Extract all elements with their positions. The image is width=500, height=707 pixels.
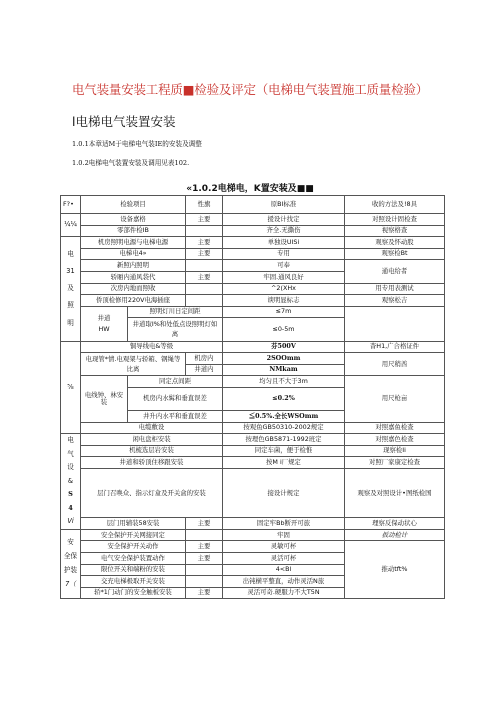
category-char: 4 [68, 503, 73, 512]
nature-cell: 主要 [186, 541, 223, 553]
item-cell: 机梳选层岩安装 [81, 445, 223, 457]
subgroup-label: 井道 HW [81, 306, 128, 341]
item-cell: 侨顶检修用220V电海插座 [81, 295, 186, 307]
standard-cell: 谀明显标志 [223, 295, 345, 307]
item-cell: 层门用辅装58安装 [81, 518, 186, 530]
standard-cell: NMkam [223, 364, 345, 376]
method-cell: 现察检Ii [345, 445, 445, 457]
category-cell [61, 529, 81, 599]
category-cell [61, 434, 81, 530]
method-cell: 视察格查 [345, 225, 445, 237]
method-cell [345, 306, 445, 341]
inspection-table [60, 195, 445, 599]
table-row [61, 237, 445, 249]
category-char: 气 [67, 449, 74, 458]
standard-cell: 灵活可杯 [223, 553, 345, 565]
section-heading: l电梯电气装置安装 [72, 114, 176, 129]
table-row [61, 541, 445, 553]
item-cell: 限位开关和端粉的安装 [81, 564, 186, 576]
standard-cell: 按理色GB5871-1992班定 [223, 434, 345, 446]
standard-cell: 同定车菌，便于检惟 [223, 445, 345, 457]
category-char: 全保 [63, 552, 78, 561]
item-cell: 电缆敷设 [81, 422, 223, 434]
table-row [61, 260, 445, 272]
nature-cell: 主要 [186, 553, 223, 565]
item-cell: 电气安全保护装置动作 [81, 553, 186, 565]
item-cell: 设备嘉格 [81, 214, 186, 226]
method-cell: 观察检Bt [345, 248, 445, 260]
header-seq: F?• [61, 196, 81, 214]
item-cell: 次房内地而照收 [81, 283, 186, 295]
table-row [61, 529, 445, 541]
standard-cell: 4<Bl [223, 564, 345, 576]
method-cell: 用尺稍酋 [345, 353, 445, 376]
item-cell: 轿*1门动门的安全触板安装 [81, 587, 186, 599]
standard-cell: 专用 [223, 248, 345, 260]
method-cell: 对照设计固检查 [345, 214, 445, 226]
paragraph-1: 1.0.1本章适M于电梯电气装IE的安装及调整 [72, 140, 202, 148]
standard-cell: 牢固.通风良好 [223, 271, 345, 283]
subitem-cell: 井升内水平和垂直误差 [128, 411, 223, 423]
standard-cell: 灵敏可杯 [223, 541, 345, 553]
method-cell: 理察反保动状心 [345, 518, 445, 530]
standard-cell: 援设计找定 [223, 214, 345, 226]
subgroup-label: 电现管*情.电观架与轿箱、钢绳等比离 [81, 353, 186, 376]
standard-cell: 牢固 [223, 529, 345, 541]
category-char: Vi [67, 517, 74, 526]
standard-cell: 固定牢Bb断开可旅 [223, 518, 345, 530]
nature-cell [186, 564, 223, 576]
table-row [61, 225, 445, 237]
nature-cell: 主要 [186, 214, 223, 226]
table-row [61, 434, 445, 446]
table-row [61, 469, 445, 507]
item-cell: 轿厢内通风袋代 [81, 271, 186, 283]
category-char: 护装 [63, 566, 78, 575]
table-row [61, 295, 445, 307]
item-cell: 交充电梯极取开关安装 [81, 576, 186, 588]
table-row [61, 457, 445, 469]
category-char: S [68, 490, 73, 499]
standard-cell: ≤0.2% [223, 387, 345, 410]
nature-cell: 主要 [186, 271, 223, 283]
subitem-cell: 机房内水髯和垂直误差 [128, 387, 223, 410]
item-cell: 机房照明电源与电梯电源 [81, 237, 186, 249]
category-char: 电 [67, 436, 74, 445]
nature-cell [186, 295, 223, 307]
table-row [61, 283, 445, 295]
table-row [61, 445, 445, 457]
item-cell: 层门召唤众、指示灯盒及开关盒的安装 [81, 469, 223, 518]
method-cell: 用尺枪亩 [345, 376, 445, 422]
item-cell: 新照内照明 [81, 260, 186, 272]
standard-cell: 接设计规定 [223, 469, 345, 518]
nature-cell: 主要 [186, 248, 223, 260]
standard-cell: ^2(XHx [223, 283, 345, 295]
category-char: 7（ [65, 580, 76, 589]
nature-cell [186, 225, 223, 237]
method-cell: 杳H1,广合格证件 [345, 341, 445, 353]
category-char: 明 [67, 318, 74, 327]
method-cell: 推动tft% [345, 541, 445, 599]
category-cell [61, 237, 81, 341]
category-char: 及 [67, 284, 74, 293]
standard-cell: 按观鱼GB50310-2002规定 [223, 422, 345, 434]
category-cell: ⅝ [61, 341, 81, 434]
nature-cell: 主要 [186, 237, 223, 249]
method-cell: 通电给者 [345, 260, 445, 283]
header-nature: 性旗 [186, 196, 223, 214]
category-char: 安 [67, 538, 74, 547]
subgroup-label: 电线钟、林安装 [81, 376, 128, 422]
subitem-cell: 同定点间距 [128, 376, 223, 388]
table-row [61, 306, 445, 318]
standard-cell: 2SOOmm [223, 353, 345, 365]
table-row [61, 248, 445, 260]
nature-cell: 主要 [186, 518, 223, 530]
standard-cell: 齐全.无撕伤 [223, 225, 345, 237]
standard-cell: 可奉 [223, 260, 345, 272]
method-cell: 观察及怀动股 [345, 237, 445, 249]
header-item: 检验项目 [81, 196, 186, 214]
category-char: 31 [66, 267, 75, 276]
header-method: 收的方法及!8具 [345, 196, 445, 214]
category-char: 照 [67, 301, 74, 310]
standard-cell: ≦0.5%.全长WSOmm [223, 411, 345, 423]
method-cell: 对照嘉鱼检查 [345, 422, 445, 434]
item-cell: 井道和轿顶住移跟安装 [81, 457, 223, 469]
standard-cell: 出钝横平整直，动作灵活N旅 [223, 576, 345, 588]
item-cell: 闲电盘柜安装 [81, 434, 223, 446]
method-cell: 观察松吉 [345, 295, 445, 307]
nature-cell [186, 283, 223, 295]
subitem-cell: 井道内 [186, 364, 223, 376]
table-row [61, 214, 445, 226]
nature-cell [186, 529, 223, 541]
standard-cell: 灵活可奇.硬服力不大T5N [223, 587, 345, 599]
standard-cell: 芬500V [223, 341, 345, 353]
method-cell: 用专用表测试 [345, 283, 445, 295]
category-char: 设 [67, 463, 74, 472]
item-cell: 安全保护开关网接同定 [81, 529, 186, 541]
table-row [61, 518, 445, 530]
nature-cell [186, 576, 223, 588]
method-cell: 对照厂家康定检查 [345, 457, 445, 469]
method-cell: 扳动检计 [345, 529, 445, 541]
table-row [61, 376, 445, 388]
paragraph-2: 1.0.2电梯电气装置安装及调用见表102. [72, 159, 190, 167]
standard-cell: 均匀且不大于3m [223, 376, 345, 388]
nature-cell [186, 260, 223, 272]
method-cell: 观察及对照设计•图纸检国 [345, 469, 445, 518]
table-row [61, 422, 445, 434]
category-cell: ¼¼ [61, 214, 81, 237]
item-cell: 安全保护开关动作 [81, 541, 186, 553]
document-title: 电气装量安装工程质■检验及评定（电梯电气装置施工质量检验） [72, 82, 429, 97]
header-standard: 原BI标准 [223, 196, 345, 214]
item-cell: 电梯电4» [81, 248, 186, 260]
subitem-cell: 机房内 [186, 353, 223, 365]
nature-cell: 主要 [186, 587, 223, 599]
subitem-cell: 照明灯川日定间距 [128, 306, 223, 318]
item-cell: 铜导线电&等级 [81, 341, 223, 353]
standard-cell: 单独设UISi [223, 237, 345, 249]
category-char: 电 [67, 250, 74, 258]
table-row [61, 341, 445, 353]
subitem-cell: 井道取I%和处低点设照明灯如离 [128, 318, 223, 341]
standard-cell: 按M i厂规定 [223, 457, 345, 469]
item-cell: 零部件检IB [81, 225, 186, 237]
standard-cell: ≤7m [223, 306, 345, 318]
category-char: & [67, 476, 74, 485]
method-cell: 对照嘉色检查 [345, 434, 445, 446]
table-row [61, 353, 445, 365]
table-header-row [61, 196, 445, 214]
table-caption: «1.0.2电梯电，K置安装及■■ [186, 184, 314, 194]
standard-cell: ≤0-5m [223, 318, 345, 341]
